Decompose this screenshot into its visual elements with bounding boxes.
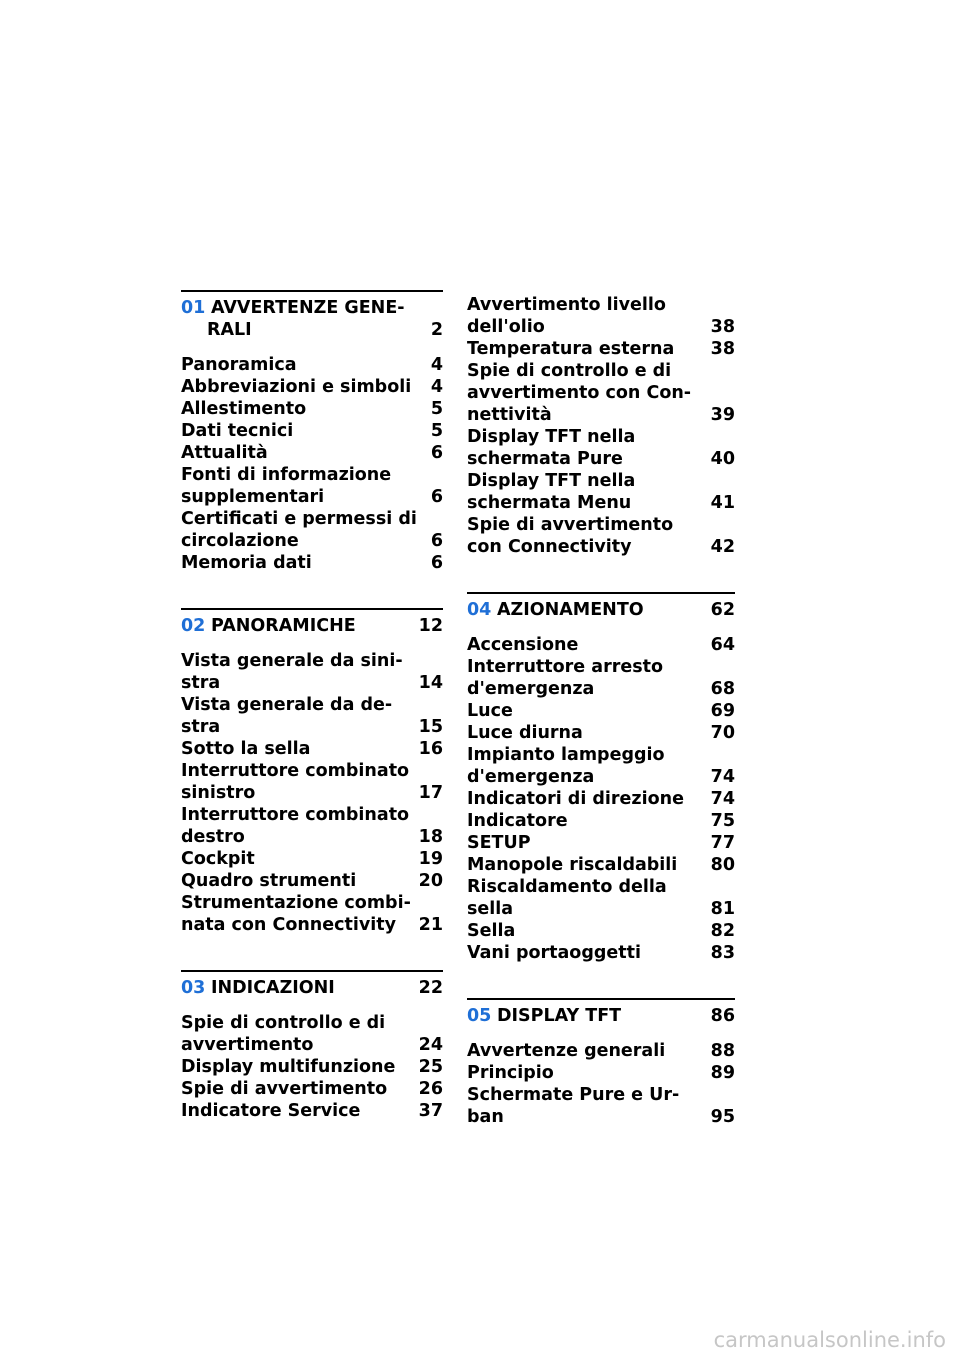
- entry-title: Vista generale da sini- stra: [181, 651, 403, 693]
- toc-entry[interactable]: [467, 514, 735, 558]
- toc-right-column: [467, 294, 735, 1128]
- chapter-number: 01: [181, 298, 206, 318]
- entry-title: Luce diurna: [467, 723, 583, 743]
- entry-title: Display TFT nella schermata Pure: [467, 427, 636, 469]
- chapter-number: 03: [181, 978, 206, 998]
- entry-page: 26: [418, 1079, 443, 1099]
- entry-title: Abbreviazioni e simboli: [181, 377, 412, 397]
- entry-page: 38: [710, 317, 735, 337]
- entry-title: Indicatori di direzione: [467, 789, 684, 809]
- entry-page: 5: [430, 421, 443, 441]
- toc-entry[interactable]: [181, 760, 443, 804]
- entry-page: 82: [710, 921, 735, 941]
- entry-page: 19: [418, 849, 443, 869]
- toc-entry[interactable]: [181, 464, 443, 508]
- toc-left-column: [181, 290, 443, 1122]
- entry-title: Spie di avvertimento: [181, 1079, 388, 1099]
- chapter-entries: [467, 634, 735, 964]
- toc-entry[interactable]: [467, 744, 735, 788]
- entry-title: Interruttore combinato sinistro: [181, 761, 410, 803]
- chapter-number: 04: [467, 600, 492, 620]
- entry-page: 80: [710, 855, 735, 875]
- entry-title: Sella: [467, 921, 516, 941]
- toc-entry[interactable]: [467, 854, 735, 876]
- chapter-02: [181, 608, 443, 936]
- entry-title: Quadro strumenti: [181, 871, 357, 891]
- chapter-divider: [181, 970, 443, 972]
- chapter-title: AVVERTENZE GENE-: [211, 298, 405, 318]
- chapter-divider: [467, 998, 735, 1000]
- entry-title: Schermate Pure e Ur- ban: [467, 1085, 680, 1127]
- entry-title: Memoria dati: [181, 553, 312, 573]
- entry-title: Display multifunzione: [181, 1057, 396, 1077]
- toc-entry[interactable]: [181, 1100, 443, 1122]
- entry-page: 25: [418, 1057, 443, 1077]
- chapter-heading[interactable]: [181, 615, 443, 637]
- toc-entry[interactable]: [181, 1012, 443, 1056]
- entry-page: 6: [430, 487, 443, 507]
- entry-page: 6: [430, 531, 443, 551]
- chapter-03-continued-entries: [467, 294, 735, 558]
- toc-entry[interactable]: [181, 398, 443, 420]
- toc-entry[interactable]: [467, 832, 735, 854]
- toc-entry[interactable]: [181, 870, 443, 892]
- chapter-page: 2: [430, 320, 443, 340]
- entry-page: 74: [710, 767, 735, 787]
- chapter-title: PANORAMICHE: [211, 616, 356, 636]
- entry-title: Avvertimento livello dell'olio: [467, 295, 666, 337]
- entry-page: 6: [430, 553, 443, 573]
- toc-entry[interactable]: [467, 426, 735, 470]
- entry-title: Vista generale da de- stra: [181, 695, 393, 737]
- chapter-heading[interactable]: [181, 297, 443, 319]
- entry-page: 21: [418, 915, 443, 935]
- entry-title: Interruttore arresto d'emergenza: [467, 657, 664, 699]
- chapter-entries: [467, 1040, 735, 1128]
- toc-entry[interactable]: [467, 788, 735, 810]
- toc-entry[interactable]: [181, 738, 443, 760]
- entry-page: 6: [430, 443, 443, 463]
- entry-page: 69: [710, 701, 735, 721]
- entry-page: 83: [710, 943, 735, 963]
- chapter-divider: [181, 290, 443, 292]
- chapter-page: 12: [418, 616, 443, 636]
- toc-entry[interactable]: [467, 942, 735, 964]
- entry-title: Riscaldamento della sella: [467, 877, 667, 919]
- chapter-heading[interactable]: [467, 599, 735, 621]
- entry-page: 16: [418, 739, 443, 759]
- entry-title: Spie di controllo e di avvertimento: [181, 1013, 386, 1055]
- toc-entry[interactable]: [467, 700, 735, 722]
- entry-page: 15: [418, 717, 443, 737]
- entry-title: Principio: [467, 1063, 554, 1083]
- entry-title: Sotto la sella: [181, 739, 311, 759]
- entry-title: Certificati e permessi di circolazione: [181, 509, 417, 551]
- toc-entry[interactable]: [467, 1084, 735, 1128]
- entry-page: 77: [710, 833, 735, 853]
- chapter-page: 62: [710, 600, 735, 620]
- entry-title: Temperatura esterna: [467, 339, 675, 359]
- entry-title: Fonti di informazione supplementari: [181, 465, 392, 507]
- entry-title: Avvertenze generali: [467, 1041, 666, 1061]
- entry-title: Indicatore Service: [181, 1101, 361, 1121]
- entry-page: 74: [710, 789, 735, 809]
- entry-page: 75: [710, 811, 735, 831]
- toc-entry[interactable]: [181, 376, 443, 398]
- entry-title: Attualità: [181, 443, 268, 463]
- entry-title: Spie di controllo e di avvertimento con Con- nettività: [467, 361, 692, 425]
- entry-page: 37: [418, 1101, 443, 1121]
- toc-entry[interactable]: [181, 420, 443, 442]
- entry-title: Panoramica: [181, 355, 297, 375]
- chapter-entries: [181, 1012, 443, 1122]
- chapter-divider: [467, 592, 735, 594]
- entry-page: 40: [710, 449, 735, 469]
- entry-page: 70: [710, 723, 735, 743]
- toc-entry[interactable]: [181, 694, 443, 738]
- chapter-title: DISPLAY TFT: [497, 1006, 622, 1026]
- chapter-entries: [181, 354, 443, 574]
- toc-entry[interactable]: [467, 1062, 735, 1084]
- chapter-heading[interactable]: [467, 1005, 735, 1027]
- chapter-05: [467, 998, 735, 1128]
- toc-entry[interactable]: [467, 722, 735, 744]
- entry-page: 68: [710, 679, 735, 699]
- entry-page: 4: [430, 377, 443, 397]
- entry-page: 17: [418, 783, 443, 803]
- entry-page: 5: [430, 399, 443, 419]
- entry-page: 89: [710, 1063, 735, 1083]
- chapter-divider: [181, 608, 443, 610]
- entry-page: 41: [710, 493, 735, 513]
- toc-entry[interactable]: [467, 470, 735, 514]
- chapter-title: INDICAZIONI: [211, 978, 335, 998]
- chapter-number: 05: [467, 1006, 492, 1026]
- entry-title: Manopole riscaldabili: [467, 855, 678, 875]
- chapter-page: 22: [418, 978, 443, 998]
- entry-title: Dati tecnici: [181, 421, 294, 441]
- entry-title: Impianto lampeggio d'emergenza: [467, 745, 665, 787]
- toc-entry[interactable]: [467, 634, 735, 656]
- entry-page: 38: [710, 339, 735, 359]
- entry-title: Display TFT nella schermata Menu: [467, 471, 636, 513]
- toc-entry[interactable]: [181, 552, 443, 574]
- toc-entry[interactable]: [467, 876, 735, 920]
- chapter-03: [181, 970, 443, 1122]
- toc-entry[interactable]: [181, 354, 443, 376]
- entry-title: Luce: [467, 701, 513, 721]
- entry-title: Spie di avvertimento con Connectivity: [467, 515, 674, 557]
- entry-page: 64: [710, 635, 735, 655]
- entry-title: Strumentazione combi- nata con Connectivity: [181, 893, 411, 935]
- entry-page: 39: [710, 405, 735, 425]
- chapter-page: 86: [710, 1006, 735, 1026]
- entry-title: Cockpit: [181, 849, 255, 869]
- entry-page: 20: [418, 871, 443, 891]
- chapter-heading[interactable]: [181, 977, 443, 999]
- entry-title: Interruttore combinato destro: [181, 805, 410, 847]
- entry-title: Allestimento: [181, 399, 307, 419]
- chapter-04: [467, 592, 735, 964]
- toc-entry[interactable]: [467, 338, 735, 360]
- entry-page: 14: [418, 673, 443, 693]
- chapter-title-line2: RALI: [207, 320, 252, 340]
- entry-title: SETUP: [467, 833, 531, 853]
- chapter-01: [181, 290, 443, 574]
- toc-entry[interactable]: [181, 804, 443, 848]
- entry-title: Accensione: [467, 635, 579, 655]
- entry-title: Indicatore: [467, 811, 568, 831]
- entry-page: 24: [418, 1035, 443, 1055]
- entry-page: 4: [430, 355, 443, 375]
- toc-entry[interactable]: [181, 848, 443, 870]
- entry-page: 95: [710, 1107, 735, 1127]
- toc-entry[interactable]: [181, 892, 443, 936]
- toc-entry[interactable]: [467, 294, 735, 338]
- toc-entry[interactable]: [467, 360, 735, 426]
- entry-page: 81: [710, 899, 735, 919]
- entry-title: Vani portaoggetti: [467, 943, 641, 963]
- watermark: carmanualsonline.info: [713, 1328, 946, 1352]
- chapter-title: AZIONAMENTO: [497, 600, 644, 620]
- toc-entry[interactable]: [181, 1056, 443, 1078]
- chapter-number: 02: [181, 616, 206, 636]
- toc-entry[interactable]: [467, 920, 735, 942]
- chapter-entries: [181, 650, 443, 936]
- entry-page: 88: [710, 1041, 735, 1061]
- chapter-heading-continuation[interactable]: [181, 319, 443, 341]
- entry-page: 18: [418, 827, 443, 847]
- toc-entry[interactable]: [181, 650, 443, 694]
- toc-entry[interactable]: [181, 508, 443, 552]
- toc-entry[interactable]: [467, 656, 735, 700]
- toc-entry[interactable]: [467, 1040, 735, 1062]
- toc-entry[interactable]: [467, 810, 735, 832]
- entry-page: 42: [710, 537, 735, 557]
- toc-entry[interactable]: [181, 1078, 443, 1100]
- toc-entry[interactable]: [181, 442, 443, 464]
